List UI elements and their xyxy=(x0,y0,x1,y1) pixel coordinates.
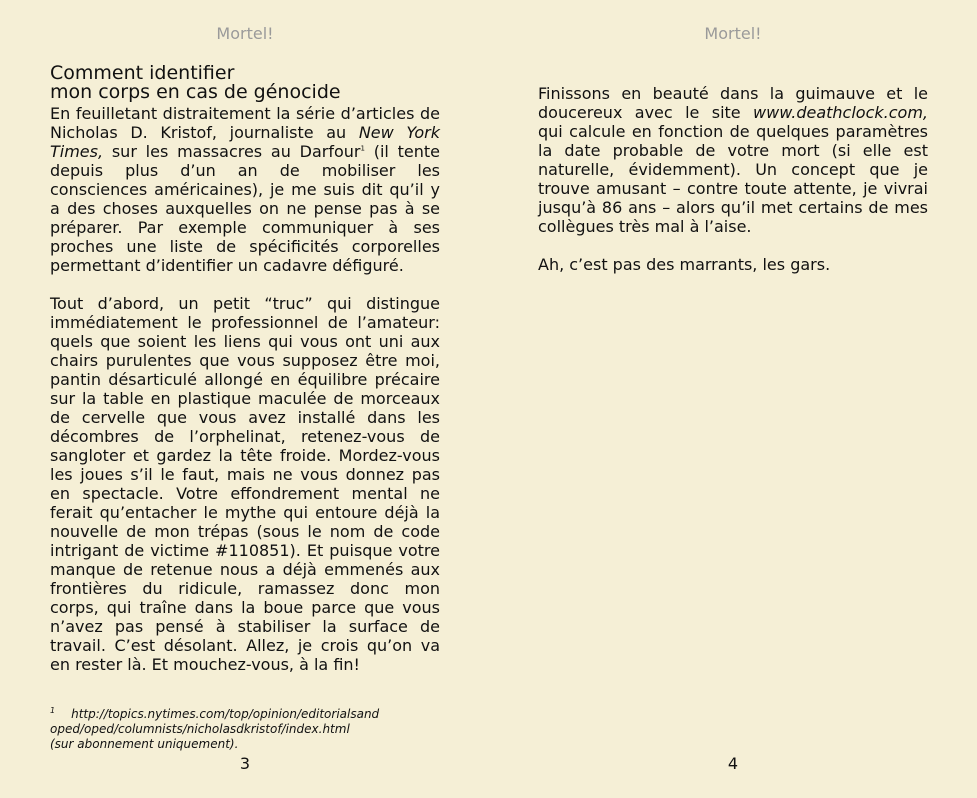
footnote-url-line-2: oped/oped/columnists/nicholasdkristof/index.html xyxy=(50,722,350,736)
website-name: www.deathclock.com, xyxy=(753,103,928,122)
running-head: Mortel! xyxy=(216,24,274,43)
running-head: Mortel! xyxy=(704,24,762,43)
page-number: 4 xyxy=(727,754,739,773)
paragraph-closing: Ah, c’est pas des marrants, les gars. xyxy=(538,255,831,274)
paragraph-main: Tout d’abord, un petit “truc” qui distingue immédiatement le professionnel de l’amateur: quels que soient les liens qui vous ont uni aux chairs purulentes que vous supposez être moi, pantin désarticulé allongé en équilibre précaire sur la table en plastique maculée de morceaux de cervelle que vous avez installé dans les décombres de l’orphelinat, retenez-vous de sangloter et gardez la tête froide. Mordez-vous les joues s’il le faut, mais ne vous donnez pas en spectacle. Votre effondrement mental ne ferait qu’entacher le mythe qui entoure déjà la nouvelle de mon trépas (sous le nom de code intrigant de victime #110851). Et puisque votre manque de retenue nous a déjà emmenés aux frontières du ridicule, ramassez donc mon corps, qui traîne dans la boue parce que vous n’avez pas pensé à stabiliser la surface de travail. C’est désolant. Allez, je crois qu’on va en rester là. Et mouchez-vous, à la fin! xyxy=(50,294,440,674)
title-line-1: Comment identifier xyxy=(50,62,235,84)
footnote-mark: 1 xyxy=(50,706,56,715)
right-page xyxy=(538,0,928,798)
paragraph-deathclock: Finissons en beauté dans la guimauve et le doucereux avec le site www.deathclock.com, qui calcule en fonction de quelques paramètres la date probable de votre mort (si elle est naturelle, évidemment). Un concept que je trouve amusant – contre toute attente, je vivrai jusqu’à 86 ans – alors qu’il met certains de mes collègues très mal à l’aise. xyxy=(538,84,928,236)
left-page xyxy=(50,0,440,798)
newspaper-name: New York Times, xyxy=(50,123,440,161)
page-number: 3 xyxy=(239,754,251,773)
title-line-2: mon corps en cas de génocide xyxy=(50,81,341,103)
footnote xyxy=(50,707,440,752)
article-title xyxy=(50,64,440,102)
footnote-reference: 1 xyxy=(360,144,365,153)
footnote-note: (sur abonnement uniquement). xyxy=(50,737,239,751)
footnote-url-line-1: http://topics.nytimes.com/top/opinion/editorialsand xyxy=(71,707,380,721)
paragraph-intro: En feuilletant distraitement la série d’articles de Nicholas D. Kristof, journaliste au New York Times, sur les massacres au Darfour$^1$ (il tente depuis plus d’un an de mobiliser les consciences américaines), je me suis dit qu’il y a des choses auxquelles on ne pense pas à se préparer. Par exemple communiquer à ses proches une liste de spécificités corporelles permettant d’identifier un cadavre défiguré. xyxy=(50,104,441,275)
